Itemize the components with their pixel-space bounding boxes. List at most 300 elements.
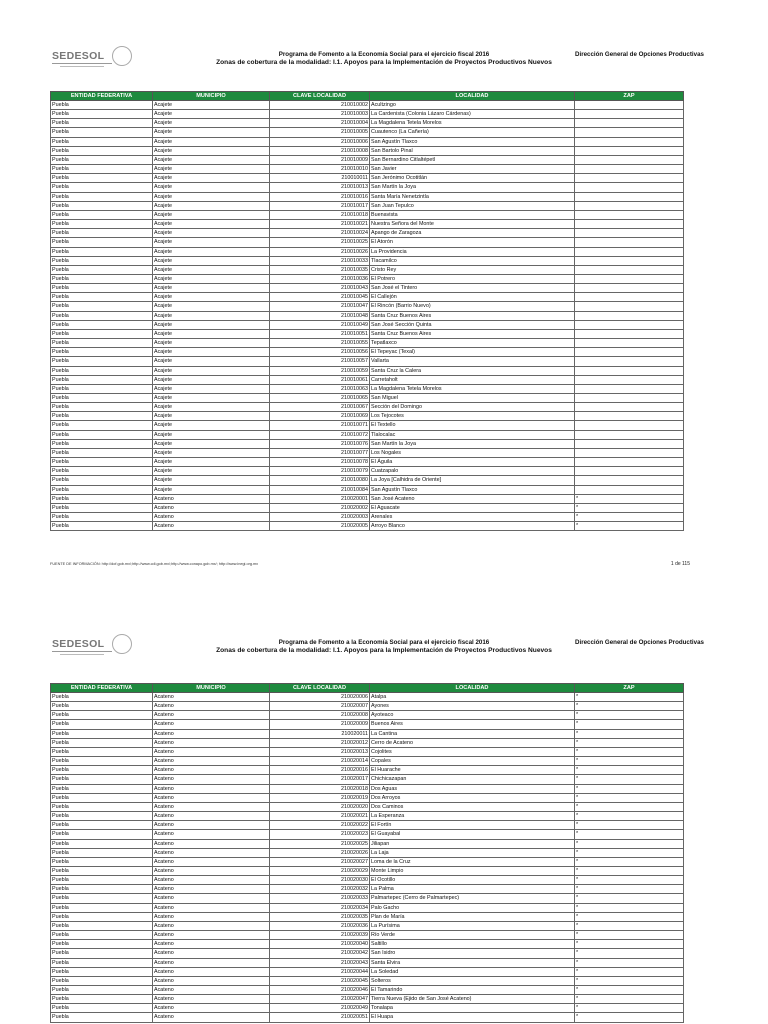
- locality-cell: San Martín la Joya: [370, 439, 575, 448]
- state-cell: Puebla: [51, 485, 153, 494]
- zap-cell: *: [575, 1004, 684, 1013]
- municipality-cell: Acajete: [153, 485, 270, 494]
- zap-cell: [575, 394, 684, 403]
- locality-cell: Santa Elvira: [370, 958, 575, 967]
- municipality-cell: Acateno: [153, 711, 270, 720]
- table-row: [51, 931, 684, 940]
- zap-cell: [575, 329, 684, 338]
- zap-cell: *: [575, 766, 684, 775]
- zap-cell: [575, 110, 684, 119]
- municipality-cell: Acateno: [153, 802, 270, 811]
- locality-key-cell: 210020046: [270, 986, 370, 995]
- zap-cell: *: [575, 940, 684, 949]
- state-cell: Puebla: [51, 903, 153, 912]
- locality-key-cell: 210020009: [270, 720, 370, 729]
- locality-cell: Cerro de Acateno: [370, 738, 575, 747]
- zap-cell: [575, 403, 684, 412]
- coverage-table: [50, 683, 684, 1023]
- zap-cell: *: [575, 986, 684, 995]
- table-row: [51, 183, 684, 192]
- locality-key-cell: 210020027: [270, 857, 370, 866]
- locality-cell: San Agustín Tlaxco: [370, 485, 575, 494]
- table-row: [51, 220, 684, 229]
- locality-cell: Cojolites: [370, 747, 575, 756]
- table-row: [51, 503, 684, 512]
- table-row: [51, 119, 684, 128]
- table-row: [51, 174, 684, 183]
- locality-cell: Cristo Rey: [370, 265, 575, 274]
- locality-cell: La Magdalena Tetela Morelos: [370, 384, 575, 393]
- state-cell: Puebla: [51, 210, 153, 219]
- zap-cell: *: [575, 522, 684, 531]
- table-row: [51, 458, 684, 467]
- table-row: [51, 366, 684, 375]
- zap-cell: *: [575, 738, 684, 747]
- municipality-cell: Acajete: [153, 210, 270, 219]
- table-row: [51, 238, 684, 247]
- state-cell: Puebla: [51, 839, 153, 848]
- locality-cell: Cuatzapalo: [370, 467, 575, 476]
- municipality-cell: Acajete: [153, 339, 270, 348]
- zap-cell: [575, 174, 684, 183]
- state-cell: Puebla: [51, 366, 153, 375]
- locality-cell: Dos Aguas: [370, 784, 575, 793]
- municipality-cell: Acateno: [153, 693, 270, 702]
- direction-label: Dirección General de Opciones Productivas: [575, 639, 704, 646]
- locality-cell: El Callejón: [370, 293, 575, 302]
- table-row: [51, 265, 684, 274]
- table-row: [51, 693, 684, 702]
- municipality-cell: Acateno: [153, 894, 270, 903]
- locality-cell: Santa María Nenetzintla: [370, 192, 575, 201]
- state-cell: Puebla: [51, 165, 153, 174]
- locality-key-cell: 210010009: [270, 155, 370, 164]
- municipality-cell: Acajete: [153, 384, 270, 393]
- state-cell: Puebla: [51, 738, 153, 747]
- zap-cell: *: [575, 931, 684, 940]
- locality-cell: El Ocotillo: [370, 876, 575, 885]
- table-row: [51, 448, 684, 457]
- zap-cell: [575, 467, 684, 476]
- zap-cell: *: [575, 503, 684, 512]
- locality-key-cell: 210020026: [270, 848, 370, 857]
- zap-cell: *: [575, 775, 684, 784]
- locality-cell: Loma de la Cruz: [370, 857, 575, 866]
- state-cell: Puebla: [51, 320, 153, 329]
- locality-cell: El Textello: [370, 421, 575, 430]
- state-cell: Puebla: [51, 1004, 153, 1013]
- zap-cell: [575, 146, 684, 155]
- municipality-cell: Acajete: [153, 320, 270, 329]
- locality-key-cell: 210010036: [270, 274, 370, 283]
- document-page-2: [0, 628, 768, 1024]
- table-row: [51, 912, 684, 921]
- locality-cell: Tierra Nueva (Ejido de San José Acateno): [370, 995, 575, 1004]
- column-header: ZAP: [575, 92, 684, 101]
- municipality-cell: Acajete: [153, 183, 270, 192]
- state-cell: Puebla: [51, 522, 153, 531]
- locality-key-cell: 210020001: [270, 494, 370, 503]
- municipality-cell: Acateno: [153, 503, 270, 512]
- zap-cell: *: [575, 903, 684, 912]
- municipality-cell: Acateno: [153, 848, 270, 857]
- state-cell: Puebla: [51, 711, 153, 720]
- state-cell: Puebla: [51, 329, 153, 338]
- locality-key-cell: 210010055: [270, 339, 370, 348]
- locality-key-cell: 210020039: [270, 931, 370, 940]
- table-row: [51, 793, 684, 802]
- locality-cell: Tepatlaxco: [370, 339, 575, 348]
- locality-cell: San Miguel: [370, 394, 575, 403]
- locality-cell: El Potrero: [370, 274, 575, 283]
- locality-key-cell: 210010004: [270, 119, 370, 128]
- locality-key-cell: 210010026: [270, 247, 370, 256]
- zap-cell: [575, 384, 684, 393]
- municipality-cell: Acajete: [153, 403, 270, 412]
- locality-key-cell: 210020005: [270, 522, 370, 531]
- table-row: [51, 711, 684, 720]
- locality-key-cell: 210020012: [270, 738, 370, 747]
- state-cell: Puebla: [51, 284, 153, 293]
- zap-cell: [575, 274, 684, 283]
- state-cell: Puebla: [51, 494, 153, 503]
- table-row: [51, 830, 684, 839]
- zap-cell: [575, 302, 684, 311]
- municipality-cell: Acateno: [153, 757, 270, 766]
- municipality-cell: Acateno: [153, 885, 270, 894]
- source-footer: FUENTE DE INFORMACIÓN: http://dof.gob.mx/;http://www.cdi.gob.mx/;http://www.conapo.gob.mx/; http://www.inegi.org.mx: [50, 562, 259, 566]
- column-header: MUNICIPIO: [153, 684, 270, 693]
- table-row: [51, 995, 684, 1004]
- municipality-cell: Acateno: [153, 747, 270, 756]
- municipality-cell: Acateno: [153, 513, 270, 522]
- state-cell: Puebla: [51, 174, 153, 183]
- municipality-cell: Acateno: [153, 766, 270, 775]
- locality-cell: Cuautenco (La Cañería): [370, 128, 575, 137]
- table-row: [51, 784, 684, 793]
- zap-cell: *: [575, 729, 684, 738]
- zap-cell: [575, 366, 684, 375]
- locality-cell: La Providencia: [370, 247, 575, 256]
- locality-cell: Palo Gacho: [370, 903, 575, 912]
- locality-key-cell: 210010003: [270, 110, 370, 119]
- zap-cell: *: [575, 848, 684, 857]
- locality-key-cell: 210010067: [270, 403, 370, 412]
- locality-cell: San Jerónimo Ocotitlán: [370, 174, 575, 183]
- municipality-cell: Acajete: [153, 256, 270, 265]
- state-cell: Puebla: [51, 967, 153, 976]
- coverage-subtitle: Zonas de cobertura de la modalidad: I.1. Apoyos para la Implementación de Proyectos Productivos Nuevos: [216, 59, 552, 66]
- municipality-cell: Acajete: [153, 366, 270, 375]
- municipality-cell: Acajete: [153, 284, 270, 293]
- municipality-cell: Acajete: [153, 394, 270, 403]
- locality-cell: Dos Arroyos: [370, 793, 575, 802]
- table-row: [51, 329, 684, 338]
- municipality-cell: Acajete: [153, 348, 270, 357]
- table-row: [51, 876, 684, 885]
- zap-cell: [575, 119, 684, 128]
- zap-cell: [575, 448, 684, 457]
- municipality-cell: Acateno: [153, 702, 270, 711]
- table-header-row: [51, 684, 684, 693]
- locality-key-cell: 210020045: [270, 976, 370, 985]
- locality-cell: La Purísima: [370, 921, 575, 930]
- locality-key-cell: 210010018: [270, 210, 370, 219]
- state-cell: Puebla: [51, 430, 153, 439]
- locality-key-cell: 210010072: [270, 430, 370, 439]
- state-cell: Puebla: [51, 101, 153, 110]
- locality-cell: Dos Caminos: [370, 802, 575, 811]
- municipality-cell: Acajete: [153, 110, 270, 119]
- state-cell: Puebla: [51, 885, 153, 894]
- state-cell: Puebla: [51, 848, 153, 857]
- locality-key-cell: 210010024: [270, 229, 370, 238]
- state-cell: Puebla: [51, 766, 153, 775]
- locality-cell: San Bartolo Pinal: [370, 146, 575, 155]
- locality-key-cell: 210010065: [270, 394, 370, 403]
- locality-cell: Sección del Domingo: [370, 403, 575, 412]
- state-cell: Puebla: [51, 747, 153, 756]
- zap-cell: *: [575, 866, 684, 875]
- zap-cell: *: [575, 912, 684, 921]
- table-row: [51, 384, 684, 393]
- locality-cell: San Agustín Tlaxco: [370, 137, 575, 146]
- zap-cell: [575, 348, 684, 357]
- locality-cell: Buenos Aires: [370, 720, 575, 729]
- table-row: [51, 284, 684, 293]
- zap-cell: *: [575, 747, 684, 756]
- zap-cell: [575, 220, 684, 229]
- locality-cell: El Guayabal: [370, 830, 575, 839]
- table-row: [51, 857, 684, 866]
- zap-cell: *: [575, 894, 684, 903]
- table-row: [51, 101, 684, 110]
- table-row: [51, 720, 684, 729]
- locality-key-cell: 210020034: [270, 903, 370, 912]
- locality-cell: El Huapa: [370, 1013, 575, 1022]
- locality-cell: Nuestra Señora del Monte: [370, 220, 575, 229]
- zap-cell: [575, 128, 684, 137]
- locality-key-cell: 210010010: [270, 165, 370, 174]
- locality-key-cell: 210020014: [270, 757, 370, 766]
- municipality-cell: Acateno: [153, 1004, 270, 1013]
- locality-cell: Solteros: [370, 976, 575, 985]
- table-row: [51, 165, 684, 174]
- table-row: [51, 110, 684, 119]
- locality-cell: Buenavista: [370, 210, 575, 219]
- locality-key-cell: 210020021: [270, 812, 370, 821]
- table-row: [51, 738, 684, 747]
- locality-cell: Tlalocalac: [370, 430, 575, 439]
- table-row: [51, 802, 684, 811]
- locality-cell: Atalpa: [370, 693, 575, 702]
- table-row: [51, 747, 684, 756]
- locality-key-cell: 210020007: [270, 702, 370, 711]
- municipality-cell: Acateno: [153, 967, 270, 976]
- column-header: LOCALIDAD: [370, 92, 575, 101]
- state-cell: Puebla: [51, 866, 153, 875]
- state-cell: Puebla: [51, 876, 153, 885]
- locality-key-cell: 210010017: [270, 201, 370, 210]
- municipality-cell: Acajete: [153, 247, 270, 256]
- table-row: [51, 311, 684, 320]
- table-row: [51, 394, 684, 403]
- municipality-cell: Acajete: [153, 101, 270, 110]
- locality-key-cell: 210010076: [270, 439, 370, 448]
- locality-key-cell: 210010005: [270, 128, 370, 137]
- zap-cell: [575, 165, 684, 174]
- municipality-cell: Acateno: [153, 921, 270, 930]
- document-page-1: [0, 40, 768, 580]
- zap-cell: [575, 256, 684, 265]
- locality-key-cell: 210010045: [270, 293, 370, 302]
- zap-cell: [575, 320, 684, 329]
- zap-cell: *: [575, 802, 684, 811]
- column-header: ZAP: [575, 684, 684, 693]
- locality-key-cell: 210010077: [270, 448, 370, 457]
- locality-key-cell: 210020032: [270, 885, 370, 894]
- coverage-subtitle: Zonas de cobertura de la modalidad: I.1. Apoyos para la Implementación de Proyectos Productivos Nuevos: [216, 647, 552, 654]
- table-row: [51, 476, 684, 485]
- locality-key-cell: 210020019: [270, 793, 370, 802]
- state-cell: Puebla: [51, 137, 153, 146]
- state-cell: Puebla: [51, 384, 153, 393]
- logo-underline-2: [60, 66, 104, 67]
- table-row: [51, 146, 684, 155]
- column-header: ENTIDAD FEDERATIVA: [51, 684, 153, 693]
- state-cell: Puebla: [51, 394, 153, 403]
- municipality-cell: Acajete: [153, 302, 270, 311]
- state-cell: Puebla: [51, 155, 153, 164]
- locality-cell: La Palma: [370, 885, 575, 894]
- table-row: [51, 903, 684, 912]
- locality-key-cell: 210010021: [270, 220, 370, 229]
- locality-key-cell: 210020022: [270, 821, 370, 830]
- table-header-row: [51, 92, 684, 101]
- locality-cell: San José Sección Quinta: [370, 320, 575, 329]
- municipality-cell: Acajete: [153, 265, 270, 274]
- municipality-cell: Acajete: [153, 329, 270, 338]
- state-cell: Puebla: [51, 348, 153, 357]
- municipality-cell: Acateno: [153, 720, 270, 729]
- table-row: [51, 256, 684, 265]
- locality-cell: Apango de Zaragoza: [370, 229, 575, 238]
- zap-cell: [575, 430, 684, 439]
- municipality-cell: Acajete: [153, 220, 270, 229]
- zap-cell: *: [575, 693, 684, 702]
- table-row: [51, 921, 684, 930]
- municipality-cell: Acajete: [153, 448, 270, 457]
- zap-cell: *: [575, 967, 684, 976]
- locality-key-cell: 210020018: [270, 784, 370, 793]
- municipality-cell: Acajete: [153, 229, 270, 238]
- locality-key-cell: 210020002: [270, 503, 370, 512]
- municipality-cell: Acajete: [153, 375, 270, 384]
- locality-cell: Copales: [370, 757, 575, 766]
- zap-cell: *: [575, 757, 684, 766]
- zap-cell: *: [575, 702, 684, 711]
- table-row: [51, 302, 684, 311]
- locality-key-cell: 210020033: [270, 894, 370, 903]
- locality-key-cell: 210010047: [270, 302, 370, 311]
- locality-key-cell: 210010008: [270, 146, 370, 155]
- municipality-cell: Acateno: [153, 931, 270, 940]
- municipality-cell: Acateno: [153, 812, 270, 821]
- logo-wordmark: SEDESOL: [52, 50, 105, 62]
- table-body: [51, 101, 684, 531]
- zap-cell: *: [575, 839, 684, 848]
- state-cell: Puebla: [51, 821, 153, 830]
- table-row: [51, 513, 684, 522]
- municipality-cell: Acajete: [153, 458, 270, 467]
- table-row: [51, 967, 684, 976]
- zap-cell: [575, 183, 684, 192]
- table-row: [51, 848, 684, 857]
- zap-cell: [575, 210, 684, 219]
- locality-cell: El Fortín: [370, 821, 575, 830]
- table-row: [51, 866, 684, 875]
- locality-key-cell: 210010016: [270, 192, 370, 201]
- coverage-table: [50, 91, 684, 531]
- municipality-cell: Acateno: [153, 958, 270, 967]
- state-cell: Puebla: [51, 729, 153, 738]
- state-cell: Puebla: [51, 265, 153, 274]
- column-header: MUNICIPIO: [153, 92, 270, 101]
- zap-cell: *: [575, 949, 684, 958]
- locality-cell: El Aguacate: [370, 503, 575, 512]
- zap-cell: [575, 201, 684, 210]
- municipality-cell: Acajete: [153, 119, 270, 128]
- state-cell: Puebla: [51, 986, 153, 995]
- locality-key-cell: 210010025: [270, 238, 370, 247]
- state-cell: Puebla: [51, 302, 153, 311]
- zap-cell: [575, 101, 684, 110]
- state-cell: Puebla: [51, 448, 153, 457]
- municipality-cell: Acateno: [153, 729, 270, 738]
- zap-cell: *: [575, 720, 684, 729]
- locality-cell: San Bernardino Citlaltépetl: [370, 155, 575, 164]
- table-row: [51, 885, 684, 894]
- state-cell: Puebla: [51, 128, 153, 137]
- zap-cell: [575, 265, 684, 274]
- locality-cell: El Atorón: [370, 238, 575, 247]
- state-cell: Puebla: [51, 921, 153, 930]
- state-cell: Puebla: [51, 693, 153, 702]
- zap-cell: *: [575, 711, 684, 720]
- table-row: [51, 949, 684, 958]
- municipality-cell: Acajete: [153, 274, 270, 283]
- locality-cell: El Huarache: [370, 766, 575, 775]
- municipality-cell: Acajete: [153, 192, 270, 201]
- locality-cell: San Martín la Joya: [370, 183, 575, 192]
- locality-key-cell: 210020020: [270, 802, 370, 811]
- municipality-cell: Acateno: [153, 494, 270, 503]
- locality-cell: El Rincón (Barrio Nuevo): [370, 302, 575, 311]
- municipality-cell: Acajete: [153, 357, 270, 366]
- municipality-cell: Acajete: [153, 137, 270, 146]
- municipality-cell: Acajete: [153, 476, 270, 485]
- locality-key-cell: 210010078: [270, 458, 370, 467]
- table-row: [51, 320, 684, 329]
- direction-label: Dirección General de Opciones Productivas: [575, 51, 704, 58]
- state-cell: Puebla: [51, 201, 153, 210]
- table-row: [51, 403, 684, 412]
- state-cell: Puebla: [51, 793, 153, 802]
- locality-key-cell: 210010079: [270, 467, 370, 476]
- municipality-cell: Acateno: [153, 866, 270, 875]
- locality-cell: El Tamarindo: [370, 986, 575, 995]
- municipality-cell: Acateno: [153, 912, 270, 921]
